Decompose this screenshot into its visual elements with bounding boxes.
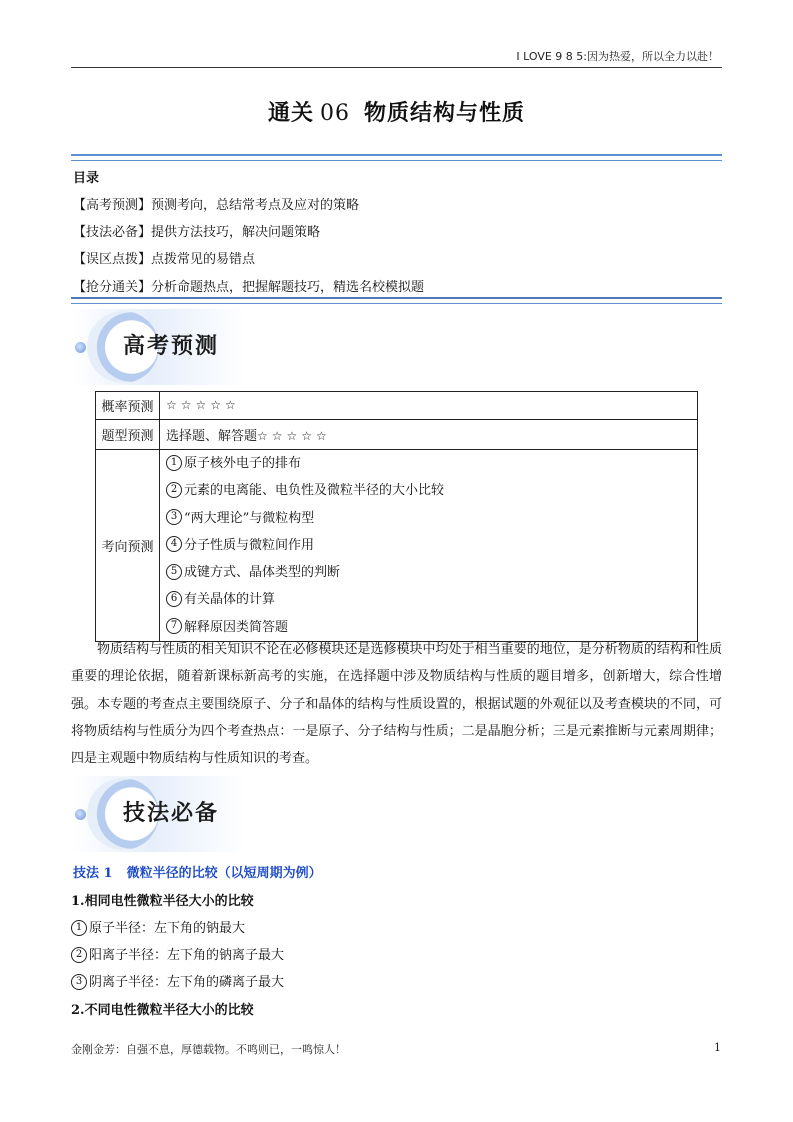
list-item-text: 原子半径：左下角的钠最大 xyxy=(89,921,246,936)
circled-number: 7 xyxy=(166,618,182,634)
toc-item xyxy=(73,248,255,267)
circled-number: 1 xyxy=(71,920,87,936)
banner-label: 技法必备 xyxy=(123,801,220,826)
list-item-text: “两大理论”与微粒构型 xyxy=(184,510,315,526)
list-item-text: 元素的电离能、电负性及微粒半径的大小比较 xyxy=(184,483,445,499)
technique-title xyxy=(73,862,322,881)
page-title xyxy=(0,96,793,127)
prediction-table xyxy=(95,391,698,642)
title-divider xyxy=(71,154,722,161)
table-cell-key: 概率预测 xyxy=(96,392,160,420)
banner-dot-icon xyxy=(75,342,86,353)
list-item xyxy=(166,586,691,613)
circled-number: 3 xyxy=(166,509,182,525)
rating-stars: ☆☆☆☆☆ xyxy=(166,398,240,412)
running-header: I LOVE 9 8 5:因为热爱，所以全力以赴！ xyxy=(516,50,719,63)
section-banner-prediction xyxy=(71,309,231,385)
circled-number: 4 xyxy=(166,536,182,552)
table-row xyxy=(96,392,698,420)
question-types: 选择题、解答题 xyxy=(166,429,258,444)
technique-name: 微粒半径的比较（以短周期为例） xyxy=(126,866,322,881)
circled-number: 2 xyxy=(71,947,87,963)
table-cell-key: 考向预测 xyxy=(96,450,160,642)
list-item-text: 解释原因类简答题 xyxy=(184,619,289,635)
list-item xyxy=(166,559,691,586)
toc-item xyxy=(73,221,320,240)
toc-item-desc: 点拨常见的易错点 xyxy=(151,252,256,267)
header-divider xyxy=(71,67,722,68)
footer-motto: 金刚金芳：自强不息，厚德载物。不鸣则已，一鸣惊人！ xyxy=(71,1043,346,1056)
toc-item-desc: 分析命题热点，把握解题技巧，精选名校模拟题 xyxy=(151,280,425,295)
toc-item-tag: 【高考预测】 xyxy=(73,198,152,213)
list-item xyxy=(71,971,284,991)
intro-paragraph: 物质结构与性质的相关知识不论在必修模块还是选修模块中均处于相当重要的地位，是分析物质的结构和性质重要的理论依据，随着新课标新高考的实施，在选择题中涉及物质结构与性质的题目增多，创新增大，综合性增强。本专题的考查点主要围绕原子、分子和晶体的结构与性质设置的，根据试题的外观征以及考查模块的不同，可将物质结构与性质分为四个考查热点：一是原子、分子结构与性质；二是晶胞分析；三是元素推断与元素周期律；四是主观题中物质结构与性质知识的考查。 xyxy=(71,642,722,767)
table-row xyxy=(96,450,698,642)
toc-item-tag: 【误区点拨】 xyxy=(73,252,152,267)
table-cell-value xyxy=(160,392,698,420)
circled-number: 6 xyxy=(166,591,182,607)
subheading: 2.不同电性微粒半径大小的比较 xyxy=(71,1003,254,1018)
circled-number: 5 xyxy=(166,564,182,580)
table-row xyxy=(96,420,698,450)
toc-item-tag: 【抢分通关】 xyxy=(73,280,152,295)
toc-heading: 目录 xyxy=(73,171,100,186)
circled-number: 2 xyxy=(166,482,182,498)
section-banner-techniques xyxy=(71,776,247,852)
technique-label: 技法 1 xyxy=(73,866,113,881)
list-item-text: 分子性质与微粒间作用 xyxy=(184,537,315,553)
circled-number: 1 xyxy=(166,455,182,471)
table-cell-key: 题型预测 xyxy=(96,420,160,450)
list-item xyxy=(166,505,691,532)
table-cell-value xyxy=(160,420,698,450)
banner-dot-icon xyxy=(75,809,86,820)
list-item-text: 成键方式、晶体类型的判断 xyxy=(184,565,341,581)
list-item xyxy=(71,917,245,937)
toc-item-desc: 预测考向，总结常考点及应对的策略 xyxy=(151,198,360,213)
banner-label: 高考预测 xyxy=(123,334,220,359)
toc-item-tag: 【技法必备】 xyxy=(73,225,152,240)
toc-item-desc: 提供方法技巧，解决问题策略 xyxy=(151,225,321,240)
circled-number: 3 xyxy=(71,974,87,990)
list-item xyxy=(166,477,691,504)
list-item-text: 有关晶体的计算 xyxy=(184,592,276,608)
list-item-text: 阴离子半径：左下角的磷离子最大 xyxy=(89,975,285,990)
subheading: 1.相同电性微粒半径大小的比较 xyxy=(71,894,254,909)
page-number: 1 xyxy=(714,1041,721,1054)
toc-item xyxy=(73,194,359,213)
list-item xyxy=(166,532,691,559)
table-cell-value xyxy=(160,450,698,642)
rating-stars: ☆☆☆☆☆ xyxy=(257,429,331,443)
list-item-text: 阳离子半径：左下角的钠离子最大 xyxy=(89,948,285,963)
title-prefix: 通关 xyxy=(267,100,314,126)
list-item xyxy=(166,450,691,477)
list-item xyxy=(71,944,284,964)
title-name: 物质结构与性质 xyxy=(364,100,526,126)
title-number: 06 xyxy=(320,101,350,126)
list-item-text: 原子核外电子的排布 xyxy=(184,456,302,471)
toc-item xyxy=(73,276,424,295)
toc-divider xyxy=(71,297,722,304)
